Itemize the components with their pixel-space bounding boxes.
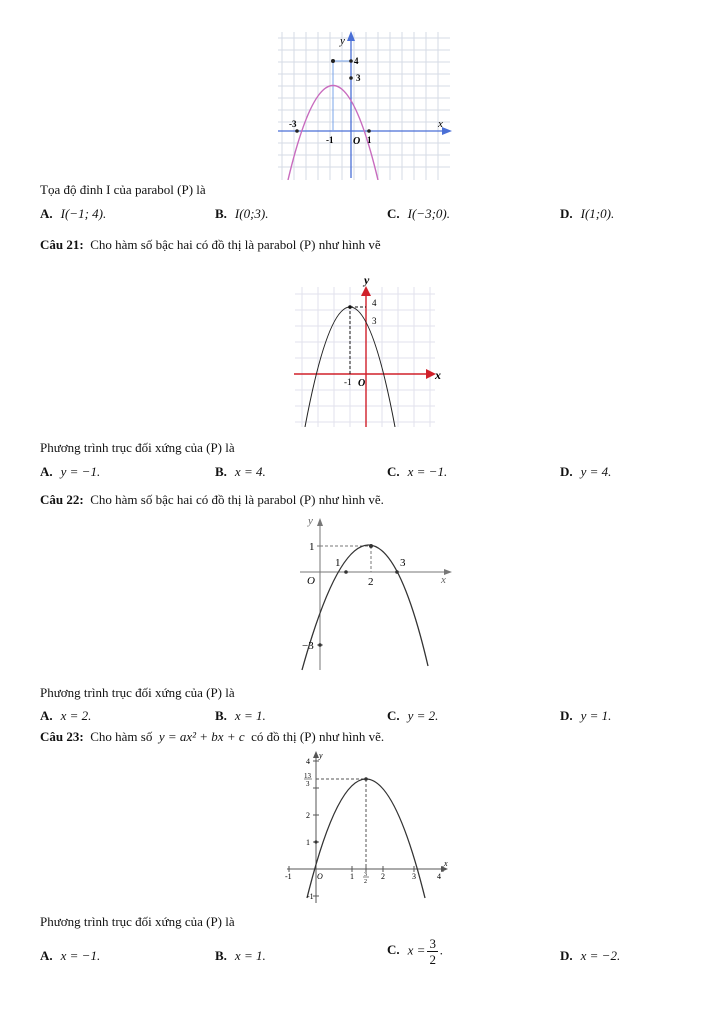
- x-label: x: [444, 859, 448, 868]
- option-a-q22[interactable]: A. x = 2.: [40, 708, 92, 723]
- graph-q22: [296, 512, 458, 672]
- option-c-q21[interactable]: C. x = −1.: [387, 464, 448, 479]
- origin-label: O: [307, 575, 315, 587]
- tick-3: 3: [372, 316, 377, 326]
- tick-1x: 1: [335, 557, 341, 569]
- tick-3x: 3: [412, 872, 416, 881]
- tick-3-2-num: 3: [364, 872, 367, 878]
- tick-4x: 4: [437, 872, 441, 881]
- tick-neg3: -3: [289, 119, 297, 129]
- tick-13-3-num: 13: [304, 772, 311, 780]
- option-d-q23[interactable]: D. x = −2.: [560, 948, 621, 963]
- option-a-q23[interactable]: A. x = −1.: [40, 948, 101, 963]
- tick-13-3-den: 3: [306, 780, 310, 788]
- y-label: y: [308, 515, 313, 527]
- question-22: Câu 22: Cho hàm số bậc hai có đồ thị là parabol (P) như hình vẽ.: [40, 492, 384, 507]
- question-21: Câu 21: Cho hàm số bậc hai có đồ thị là parabol (P) như hình vẽ: [40, 237, 381, 252]
- graph-q20: [270, 28, 460, 180]
- y-label: y: [319, 751, 323, 760]
- tick-4: 4: [354, 56, 359, 66]
- tick-1y: 1: [309, 541, 315, 553]
- origin-label: O: [317, 872, 323, 881]
- option-c-q20[interactable]: C. I(−3;0).: [387, 206, 450, 221]
- tick-3: 3: [400, 557, 406, 569]
- tick-neg1y: -1: [307, 892, 314, 901]
- tick-2x: 2: [381, 872, 385, 881]
- tick-neg1x: -1: [285, 872, 292, 881]
- option-a-q21[interactable]: A. y = −1.: [40, 464, 101, 479]
- prompt-q23: Phương trình trục đối xứng của (P) là: [40, 914, 235, 929]
- graph-q23: [283, 748, 453, 906]
- x-label: x: [438, 118, 443, 130]
- tick-1x: 1: [350, 872, 354, 881]
- option-b-q23[interactable]: B. x = 1.: [215, 948, 266, 963]
- question-23: Câu 23: Cho hàm số y = ax² + bx + c có đồ thị (P) như hình vẽ.: [40, 729, 385, 744]
- tick-1: 1: [367, 135, 372, 145]
- option-d-q22[interactable]: D. y = 1.: [560, 708, 612, 723]
- option-a-q20[interactable]: A. I(−1; 4).: [40, 206, 107, 221]
- tick-3: 3: [356, 73, 361, 83]
- y-label: y: [340, 35, 345, 47]
- tick-4: 4: [306, 757, 310, 766]
- origin-label: O: [353, 136, 361, 147]
- graph-q21: [290, 272, 450, 427]
- prompt-q22: Phương trình trục đối xứng của (P) là: [40, 685, 235, 700]
- option-d-q21[interactable]: D. y = 4.: [560, 464, 612, 479]
- tick-4: 4: [372, 298, 377, 308]
- tick-1y: 1: [306, 838, 310, 847]
- option-b-q20[interactable]: B. I(0;3).: [215, 206, 269, 221]
- tick-2: 2: [368, 576, 374, 588]
- tick-neg3: −3: [302, 640, 314, 652]
- origin-label: O: [358, 378, 366, 389]
- prompt-q21: Phương trình trục đối xứng của (P) là: [40, 440, 235, 455]
- option-c-q23[interactable]: C. x = $\frac{3}{2}$ .: [387, 936, 444, 967]
- x-label: x: [441, 574, 446, 586]
- tick-3-2-den: 2: [364, 879, 367, 885]
- tick-neg1: -1: [344, 377, 352, 387]
- option-d-q20[interactable]: D. I(1;0).: [560, 206, 615, 221]
- tick-neg1: -1: [326, 135, 334, 145]
- y-label: y: [364, 273, 370, 287]
- prompt-q20: Tọa độ đỉnh I của parabol (P) là: [40, 182, 206, 197]
- option-b-q22[interactable]: B. x = 1.: [215, 708, 266, 723]
- option-c-q22[interactable]: C. y = 2.: [387, 708, 439, 723]
- x-label: x: [435, 368, 441, 382]
- tick-2y: 2: [306, 811, 310, 820]
- option-b-q21[interactable]: B. x = 4.: [215, 464, 266, 479]
- parabola-q22: [302, 545, 428, 670]
